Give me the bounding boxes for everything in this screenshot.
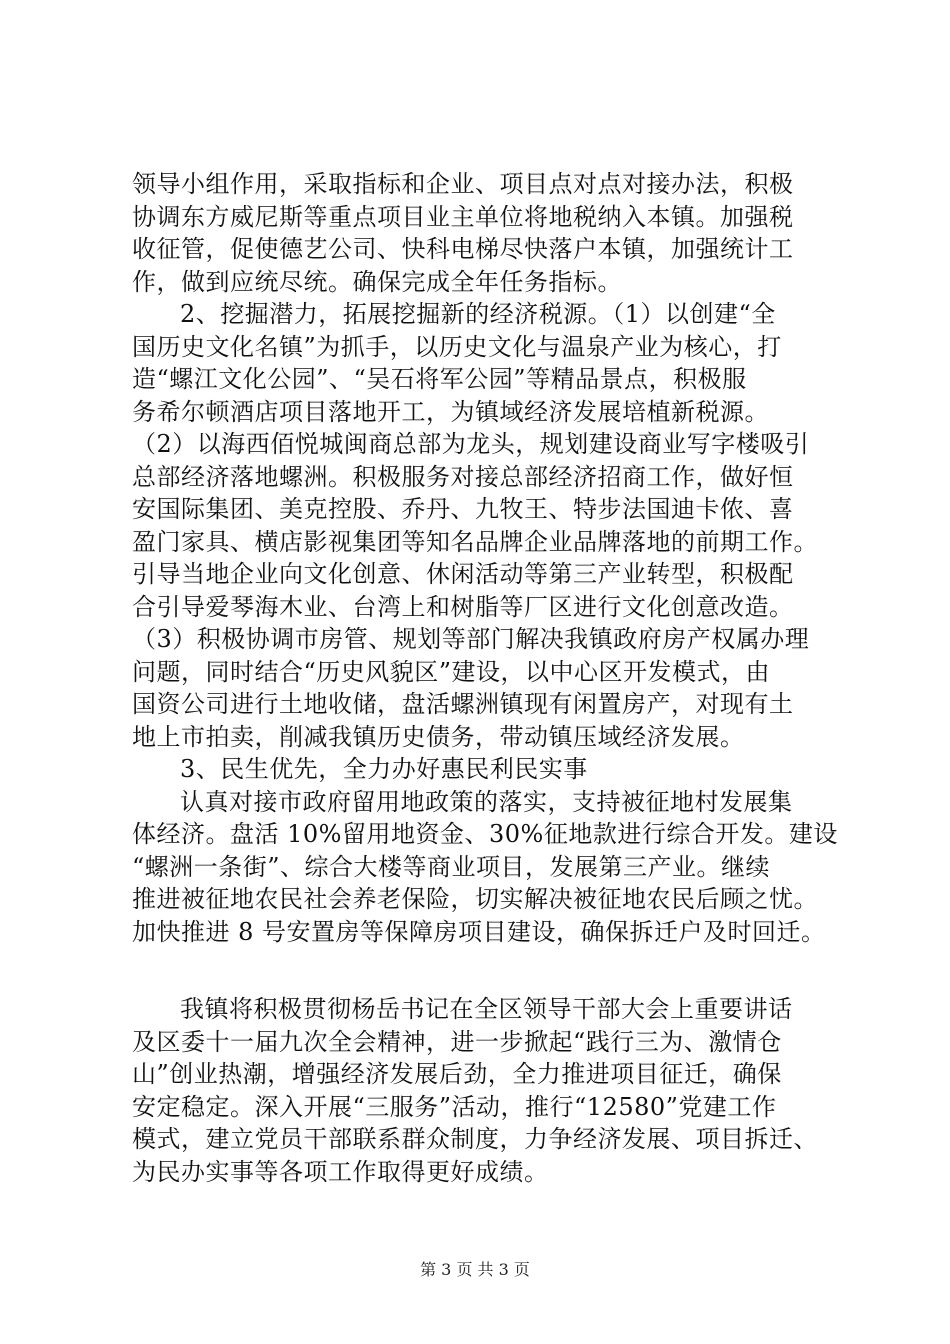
paragraph-line: 作，做到应统尽统。确保完成全年任务指标。 [132,267,622,296]
paragraph-line: 盈门家具、横店影视集团等知名品牌企业品牌落地的前期工作。 [132,527,818,556]
paragraph-line: （2）以海西佰悦城闽商总部为龙头，规划建设商业写字楼吸引 [132,430,810,458]
section-heading-3: 3、民生优先，全力办好惠民利民实事 [180,755,588,783]
paragraph-line: 为民办实事等各项工作取得更好成绩。 [132,1157,549,1186]
paragraph-line: 协调东方威尼斯等重点项目业主单位将地税纳入本镇。加强税 [132,202,794,231]
paragraph-line: 合引导爱琴海木业、台湾上和树脂等厂区进行文化创意改造。 [132,592,794,621]
paragraph-line: 领导小组作用，采取指标和企业、项目点对点对接办法，积极 [132,170,794,198]
paragraph-line: 造“螺江文化公园”、“吴石将军公园”等精品景点，积极服 [132,365,747,393]
paragraph-line: 总部经济落地螺洲。积极服务对接总部经济招商工作，做好恒 [132,462,794,491]
paragraph-line: 推进被征地农民社会养老保险，切实解决被征地农民后顾之忧。 [132,885,818,913]
paragraph-line: 收征管，促使德艺公司、快科电梯尽快落户本镇，加强统计工 [132,235,794,263]
paragraph-line: （3）积极协调市房管、规划等部门解决我镇政府房产权属办理 [132,625,810,653]
paragraph-line: 山”创业热潮，增强经济发展后劲，全力推进项目征迁，确保 [132,1060,782,1088]
paragraph-line: “螺洲一条街”、综合大楼等商业项目，发展第三产业。继续 [132,852,771,881]
paragraph-line: 及区委十一届九次全会精神，进一步掀起“践行三为、激情仓 [132,1027,782,1056]
paragraph-line: 国资公司进行土地收储，盘活螺洲镇现有闲置房产，对现有土 [132,690,794,718]
paragraph-line: 国历史文化名镇”为抓手，以历史文化与温泉产业为核心，打 [132,332,782,361]
page-number-label: 第 3 页 共 3 页 [420,1260,530,1279]
paragraph-line: 模式，建立党员干部联系群众制度，力争经济发展、项目拆迁、 [132,1125,818,1153]
paragraph-line: 问题，同时结合“历史风貌区”建设，以中心区开发模式，由 [132,657,771,686]
paragraph-line: 务希尔顿酒店项目落地开工，为镇域经济发展培植新税源。 [132,397,769,426]
section-heading-2: 2、挖掘潜力，拓展挖掘新的经济税源。（1）以创建“全 [180,300,776,328]
paragraph-line: 认真对接市政府留用地政策的落实，支持被征地村发展集 [180,787,793,816]
paragraph-line: 安定稳定。深入开展“三服务”活动，推行“12580”党建工作 [132,1092,777,1121]
paragraph-line: 地上市拍卖，削减我镇历史债务，带动镇压域经济发展。 [132,722,745,751]
page-footer [0,1260,950,1280]
paragraph-line: 安国际集团、美克控股、乔丹、九牧王、特步法国迪卡侬、喜 [132,495,794,523]
paragraph-line: 引导当地企业向文化创意、休闲活动等第三产业转型，积极配 [132,560,794,588]
paragraph-gap [132,948,832,993]
document-body [132,168,838,1188]
paragraph-line: 我镇将积极贯彻杨岳书记在全区领导干部大会上重要讲话 [180,995,793,1023]
paragraph-line: 体经济。盘活 10%留用地资金、30%征地款进行综合开发。建设 [132,820,838,848]
paragraph-line: 加快推进 8 号安置房等保障房项目建设，确保拆迁户及时回迁。 [132,917,826,946]
